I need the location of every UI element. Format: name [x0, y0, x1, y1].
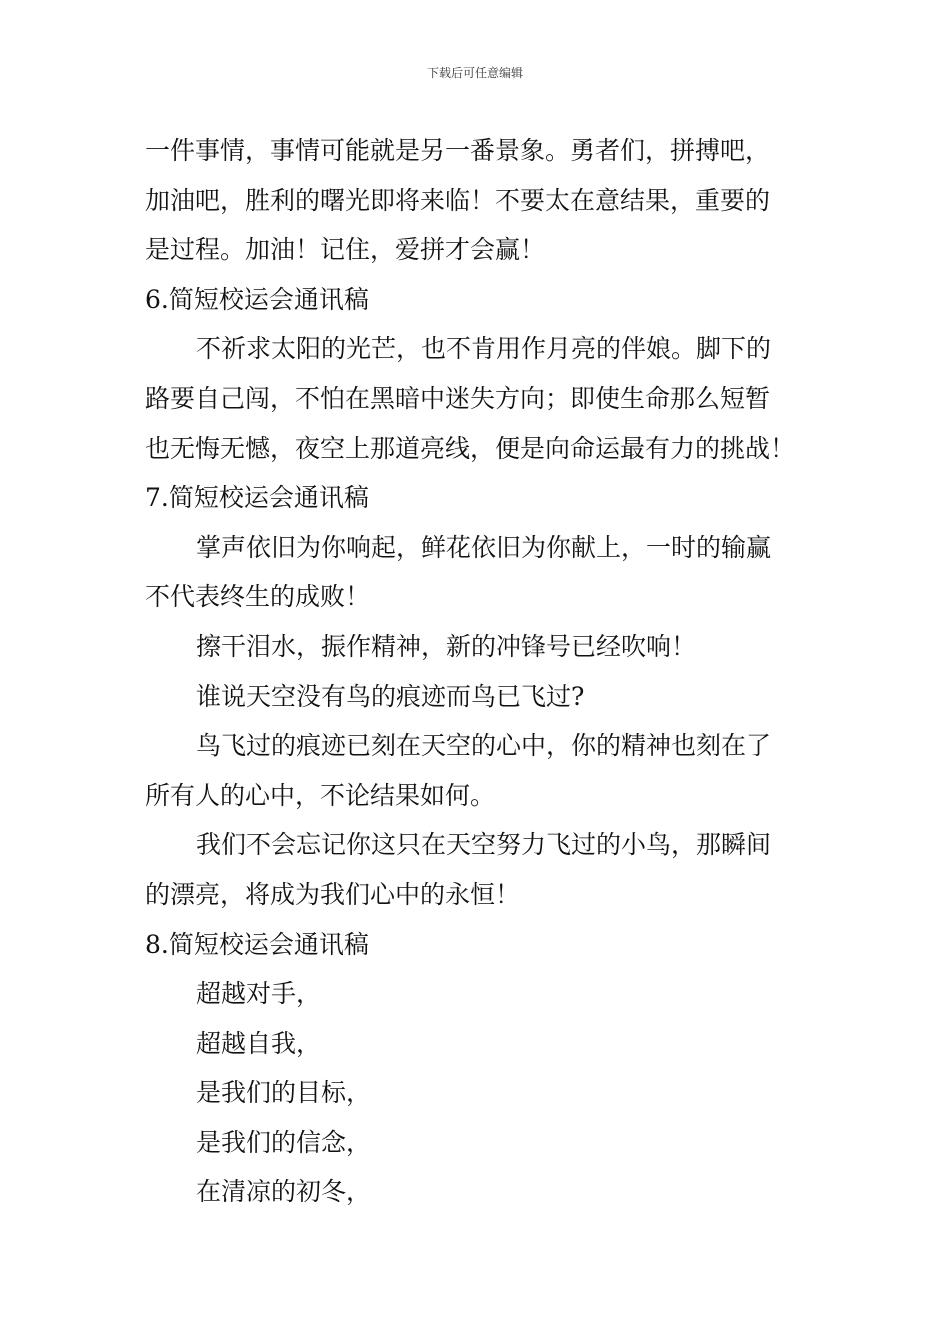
paragraph-line: 鸟飞过的痕迹已刻在天空的心中，你的精神也刻在了: [196, 731, 772, 761]
poem-line: 是我们的信念，: [196, 1127, 372, 1157]
section-heading: 8.简短校运会通讯稿: [145, 929, 369, 959]
paragraph-line: 是过程。加油！记住，爱拼才会赢！: [145, 235, 546, 265]
section-heading: 7.简短校运会通讯稿: [145, 483, 369, 513]
poem-line: 在清凉的初冬，: [196, 1177, 372, 1207]
poem-line: 超越自我，: [196, 1028, 322, 1058]
paragraph-line: 路要自己闯，不怕在黑暗中迷失方向；即使生命那么短暂: [145, 383, 771, 413]
paragraph-line: 不代表终生的成败！: [145, 582, 371, 612]
paragraph-line: 不祈求太阳的光芒，也不肯用作月亮的伴娘。脚下的: [196, 334, 772, 364]
section-heading: 6.简短校运会通讯稿: [145, 284, 369, 314]
document-body: [145, 126, 810, 1217]
paragraph-line: 加油吧，胜利的曙光即将来临！不要太在意结果，重要的: [145, 185, 771, 215]
page-header: 下载后可任意编辑: [426, 66, 523, 80]
paragraph-line: 擦干泪水，振作精神，新的冲锋号已经吹响！: [196, 631, 697, 661]
paragraph-line: 我们不会忘记你这只在天空努力飞过的小鸟，那瞬间: [196, 830, 772, 860]
paragraph-line: 也无悔无憾，夜空上那道亮线，便是向命运最有力的挑战！: [145, 433, 796, 463]
paragraph-line: 掌声依旧为你响起，鲜花依旧为你献上，一时的输赢: [196, 532, 772, 562]
poem-line: 超越对手，: [196, 979, 322, 1009]
paragraph-line: 谁说天空没有鸟的痕迹而鸟已飞过?: [196, 681, 585, 711]
paragraph-line: 的漂亮，将成为我们心中的永恒！: [145, 879, 521, 909]
poem-line: 是我们的目标，: [196, 1078, 372, 1108]
paragraph-line: 所有人的心中，不论结果如何。: [145, 780, 496, 810]
paragraph-line: 一件事情，事情可能就是另一番景象。勇者们，拼搏吧，: [145, 136, 771, 165]
